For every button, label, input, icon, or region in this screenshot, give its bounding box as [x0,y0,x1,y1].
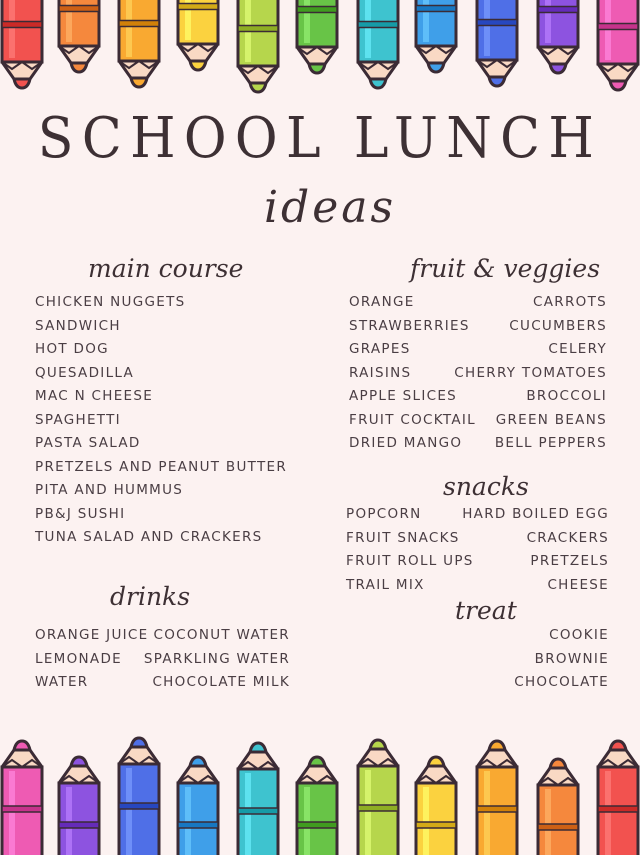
crayon-icon [358,0,398,88]
drinks-heading: drinks [110,582,191,611]
list-item: CUCUMBERS [509,317,607,334]
list-item: RAISINS [349,364,412,381]
crayon-icon [416,0,456,72]
crayon-icon [477,741,517,855]
treat-heading: treat [455,596,517,625]
crayon-icon [178,0,218,70]
crayon-icon [477,0,517,86]
list-item: BROWNIE [534,650,609,667]
crayon-icon [178,757,218,855]
list-item: CHICKEN NUGGETS [35,294,186,310]
list-item: GREEN BEANS [495,411,607,428]
list-item: LEMONADE [35,650,122,667]
list-item: CHERRY TOMATOES [454,364,607,381]
list-item: MAC N CHEESE [35,388,154,404]
list-item: FRUIT COCKTAIL [349,411,476,428]
list-item: BROCCOLI [526,388,607,404]
list-item: CHEESE [547,577,609,594]
list-item: FRUIT SNACKS [346,529,460,546]
list-item: PB&J SUSHI [35,505,126,522]
list-item: HARD BOILED EGG [462,506,609,522]
crayon-icon [598,0,638,90]
list-item: PITA AND HUMMUS [35,482,184,498]
list-item: POPCORN [346,506,422,522]
list-item: COCONUT WATER [153,627,290,643]
list-item: TRAIL MIX [346,577,425,594]
crayon-icon [358,740,398,855]
crayon-icon [297,0,337,73]
crayon-icon [598,741,638,855]
crayon-icon [119,0,159,87]
main-course-heading: main course [88,254,244,283]
crayon-icon [2,0,42,88]
list-item: QUESADILLA [35,364,135,381]
crayon-icon [538,759,578,855]
crayon-icon [238,0,278,92]
list-item: GRAPES [349,341,411,357]
list-item: ORANGE [349,294,415,310]
crayon-border-bottom [0,735,640,855]
crayon-icon [297,757,337,855]
list-item: PASTA SALAD [35,435,141,451]
list-item: PRETZELS [530,553,609,570]
page-title: SCHOOL LUNCH [37,106,603,171]
crayon-icon [416,757,456,855]
list-item: BELL PEPPERS [494,435,607,451]
crayon-icon [59,0,99,72]
list-item: SPARKLING WATER [143,650,290,667]
list-item: CRACKERS [526,529,609,546]
list-item: APPLE SLICES [349,388,458,404]
list-item: CARROTS [533,294,607,310]
list-item: WATER [35,674,89,690]
list-item: SPAGHETTI [35,411,121,428]
fruit-veggies-heading: fruit & veggies [410,254,601,283]
crayon-icon [119,738,159,855]
list-item: DRIED MANGO [349,435,463,451]
page-subtitle: ideas [263,182,397,233]
list-item: PRETZELS AND PEANUT BUTTER [35,458,288,475]
list-item: ORANGE JUICE [35,627,149,643]
list-item: STRAWBERRIES [349,317,470,334]
list-item: CELERY [548,341,607,357]
snacks-heading: snacks [443,472,529,501]
crayons-top-graphic [0,0,640,120]
list-item: HOT DOG [35,341,109,357]
crayon-icon [59,757,99,855]
crayon-icon [538,0,578,73]
list-item: TUNA SALAD AND CRACKERS [35,529,263,545]
crayon-border-top [0,0,640,120]
list-item: CHOCOLATE MILK [152,674,290,690]
crayon-icon [2,741,42,855]
list-item: FRUIT ROLL UPS [346,553,474,570]
crayon-icon [238,743,278,855]
list-item: SANDWICH [35,317,121,334]
crayons-bottom-graphic [0,735,640,855]
list-item: COOKIE [549,627,609,643]
list-item: CHOCOLATE [514,674,609,690]
